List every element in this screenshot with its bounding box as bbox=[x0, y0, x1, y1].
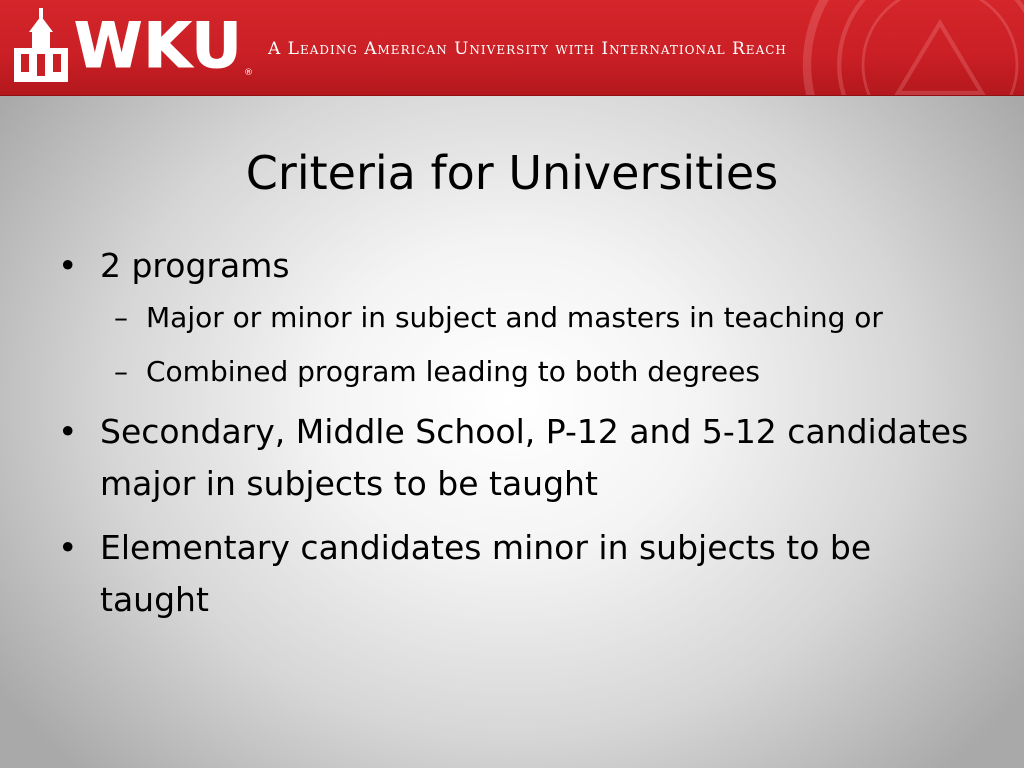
bullet-item: • Secondary, Middle School, P-12 and 5-12 candidates major in subjects to be taught bbox=[56, 406, 976, 510]
registered-mark: ® bbox=[244, 68, 253, 78]
university-seal-icon bbox=[800, 0, 1024, 96]
header-banner bbox=[0, 0, 1024, 96]
tagline: A Leading American University with International Reach bbox=[268, 39, 787, 59]
wku-cupola-logo-icon bbox=[12, 8, 70, 84]
bullet-item: • 2 programs bbox=[56, 240, 976, 292]
slide-title: Criteria for Universities bbox=[245, 146, 779, 200]
slide-body bbox=[56, 232, 976, 626]
bullet-item: • Elementary candidates minor in subjects to be taught bbox=[56, 522, 976, 626]
sub-bullet-item: – Major or minor in subject and masters in teaching or bbox=[56, 294, 946, 342]
sub-bullet-item: – Combined program leading to both degrees bbox=[56, 348, 976, 396]
wku-logo-text: WKU bbox=[74, 9, 243, 82]
